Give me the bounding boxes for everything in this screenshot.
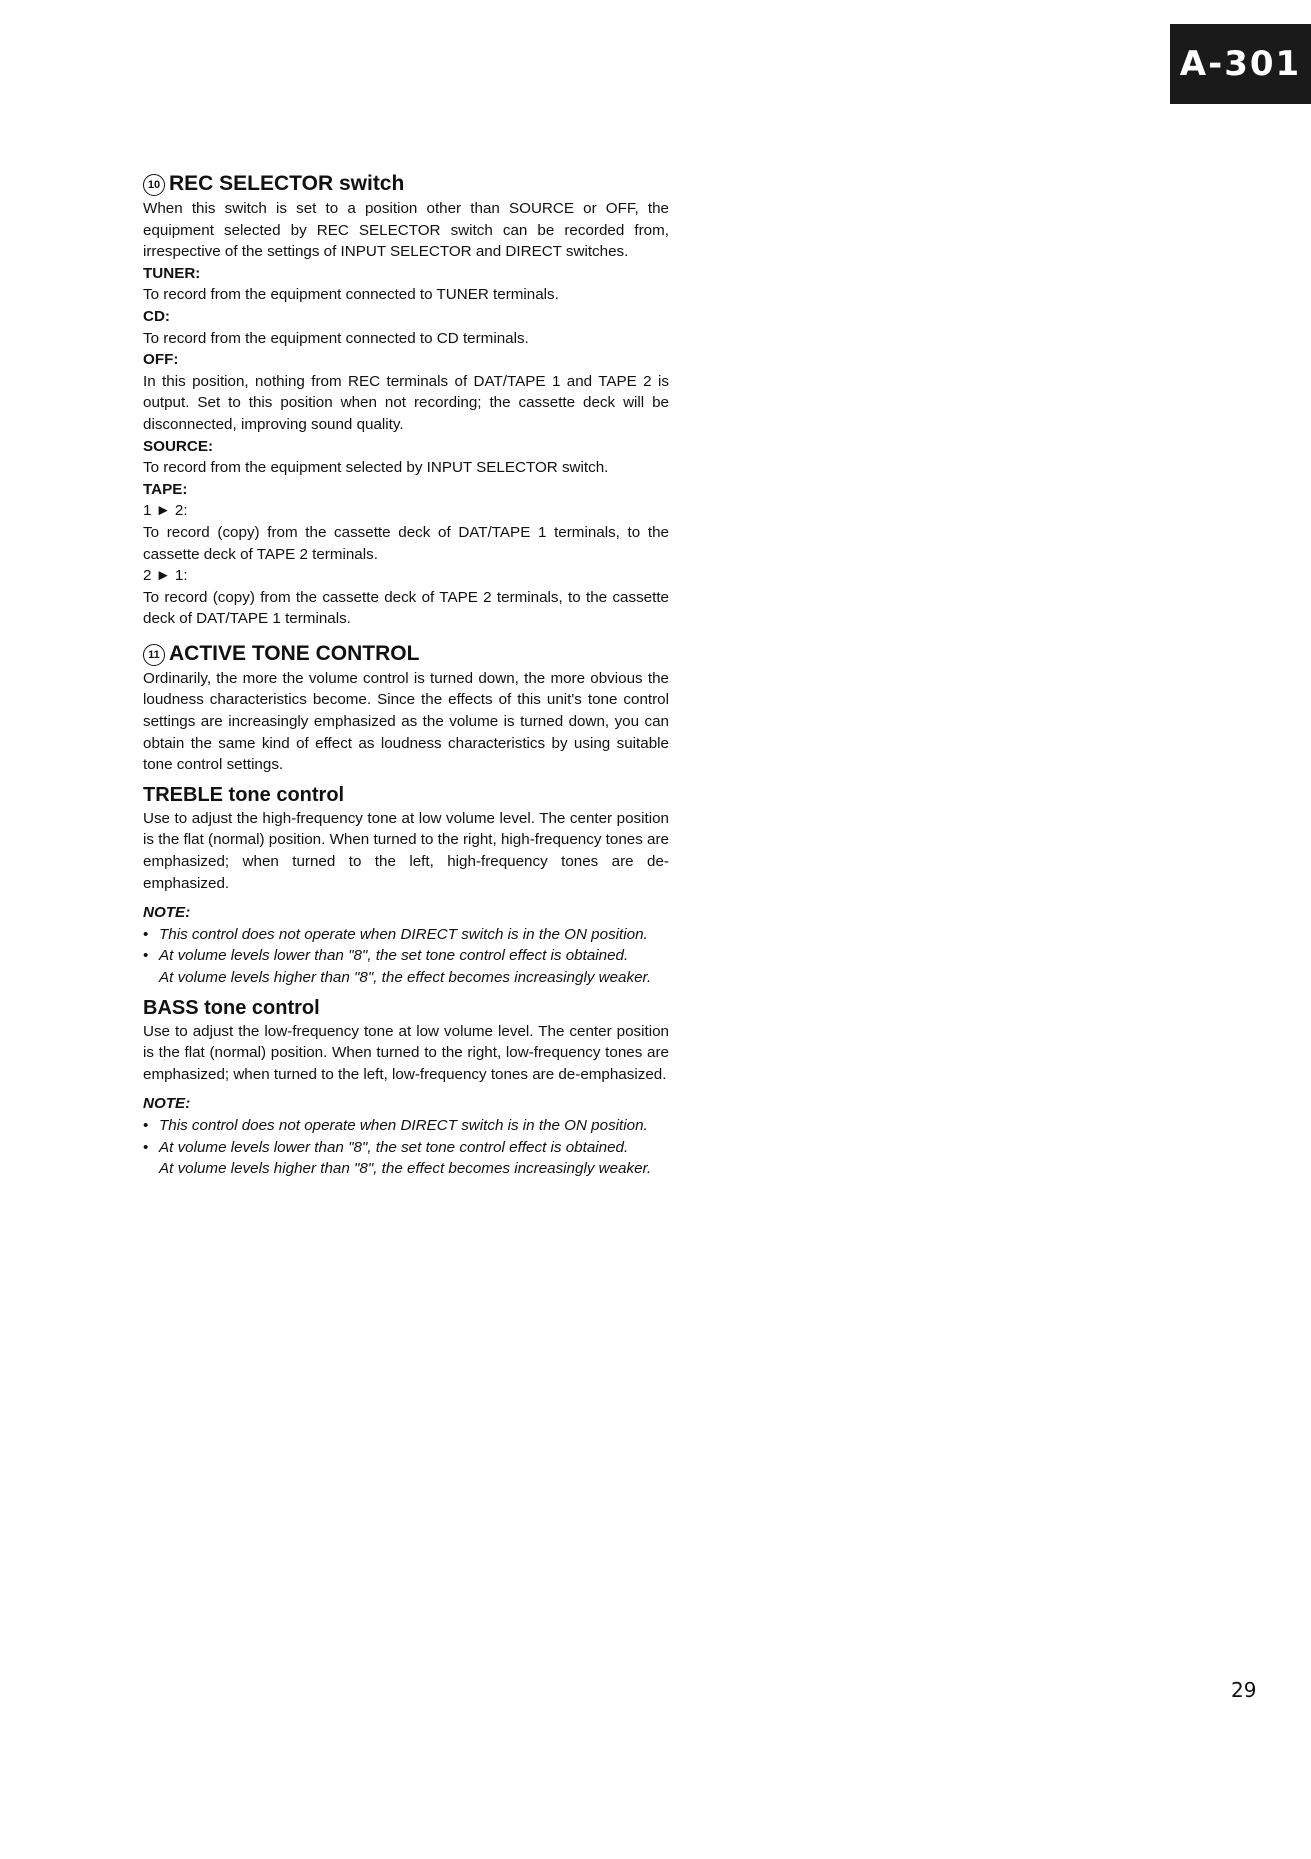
circled-number-10: 10 (143, 174, 165, 196)
content-column (143, 170, 669, 1180)
rec-selector-intro: When this switch is set to a position other than SOURCE or OFF, the equipment selected by REC SELECTOR switch can be recorded from, irrespective of the settings of INPUT SELECTOR and DIRECT switches. (143, 200, 669, 261)
active-tone-heading (143, 640, 669, 668)
source-text: To record from the equipment selected by INPUT SELECTOR switch. (143, 459, 609, 477)
bass-note-2 (143, 1137, 669, 1180)
bass-text: Use to adjust the low-frequency tone at low volume level. The center position is the flat (normal) position. When turned to the right, low-frequency tones are emphasized; when turned to the left, low-frequency tones are de-emphasized. (143, 1022, 669, 1083)
bass-note-2b: At volume levels higher than "8", the effect becomes increasingly weaker. (159, 1160, 652, 1178)
active-tone-intro: Ordinarily, the more the volume control is turned down, the more obvious the loudness characteristics become. Since the effects of this unit's tone control settings are increasingly emphasized as the volume is turned down, you can obtain the same kind of effect as loudness characteristics by using suitable tone control settings. (143, 669, 669, 774)
active-tone-title: ACTIVE TONE CONTROL (169, 641, 420, 665)
off-label: OFF: (143, 351, 179, 369)
treble-text: Use to adjust the high-frequency tone at low volume level. The center position is the flat (normal) position. When turned to the right, high-frequency tones are emphasized; when turned to the left, high-frequency tones are de-emphasized. (143, 809, 669, 892)
circled-number-11: 11 (143, 644, 165, 666)
page-number: 29 (1231, 1678, 1257, 1702)
tape-1-to-2-label: 1 ► 2: (143, 502, 188, 520)
bass-note-list (143, 1115, 669, 1180)
treble-note-list (143, 924, 669, 989)
bass-heading: BASS tone control (143, 996, 320, 1019)
tape-2-to-1-text: To record (copy) from the cassette deck of TAPE 2 terminals, to the cassette deck of DAT/TAPE 1 terminals. (143, 588, 669, 628)
tape-1-to-2-text: To record (copy) from the cassette deck of DAT/TAPE 1 terminals, to the cassette deck of TAPE 2 terminals. (143, 523, 669, 563)
bass-note-1: • This control does not operate when DIRECT switch is in the ON position. (143, 1115, 669, 1137)
model-tab: A-301 (1170, 24, 1311, 104)
rec-selector-heading (143, 170, 669, 198)
bass-note-2a: At volume levels lower than "8", the set tone control effect is obtained. (159, 1138, 629, 1156)
rec-selector-title: REC SELECTOR switch (169, 172, 405, 195)
source-label: SOURCE: (143, 437, 214, 455)
cd-text: To record from the equipment connected to CD terminals. (143, 329, 529, 347)
treble-note-2b: At volume levels higher than "8", the effect becomes increasingly weaker. (159, 969, 652, 986)
tuner-text: To record from the equipment connected to TUNER terminals. (143, 286, 559, 304)
tape-2-to-1-label: 2 ► 1: (143, 567, 188, 585)
bass-note-label: NOTE: (143, 1095, 191, 1113)
off-text: In this position, nothing from REC terminals of DAT/TAPE 1 and TAPE 2 is output. Set to this position when not recording; the cassette deck will be disconnected, improving sound quality. (143, 372, 669, 433)
tuner-label: TUNER: (143, 264, 201, 282)
treble-note-2 (143, 945, 669, 988)
treble-heading: TREBLE tone control (143, 783, 345, 806)
tape-label: TAPE: (143, 480, 188, 498)
treble-note-1: • This control does not operate when DIRECT switch is in the ON position. (143, 924, 669, 946)
treble-note-label: NOTE: (143, 904, 191, 922)
treble-note-2a: At volume levels lower than "8", the set tone control effect is obtained. (159, 947, 629, 965)
cd-label: CD: (143, 307, 170, 325)
